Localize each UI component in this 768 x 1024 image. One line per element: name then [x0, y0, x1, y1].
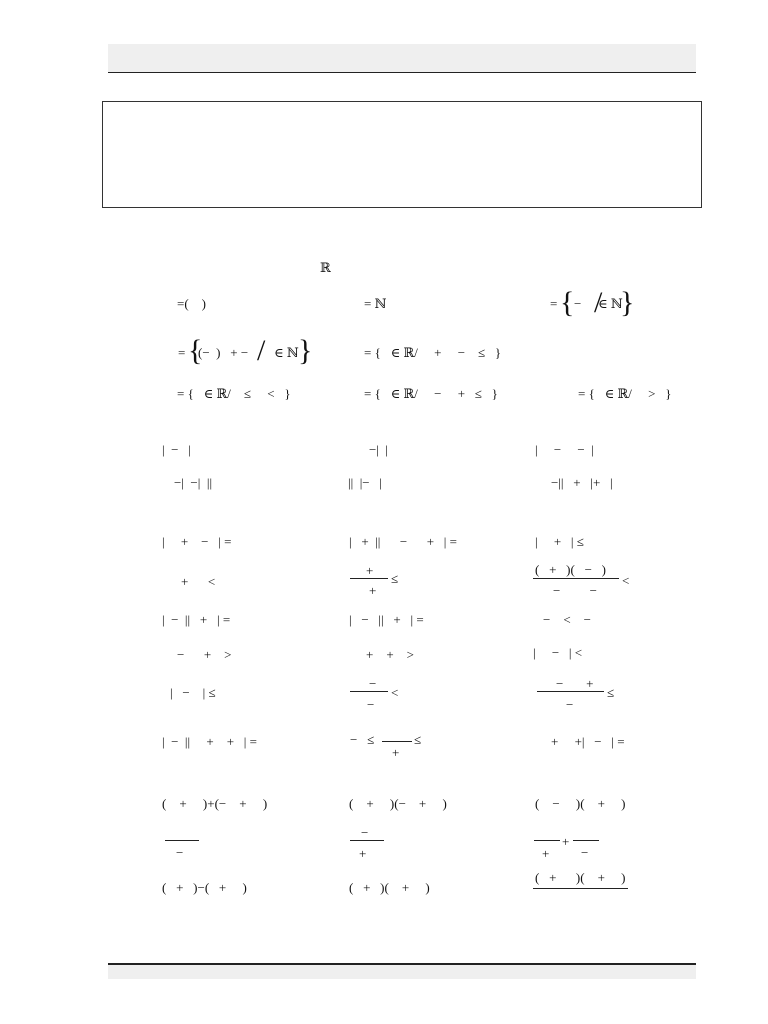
fraction-numerator: − + [556, 676, 594, 691]
fraction-numerator: ( + )( − ) [535, 562, 606, 577]
algebraic-expression: ( + )( + ) [349, 880, 430, 895]
fraction-numerator: + [366, 563, 374, 578]
fraction-denominator: + [369, 583, 377, 598]
inequality: − + > [177, 647, 232, 662]
inequality: | + | ≤ [535, 534, 584, 549]
fraction-numerator: − [361, 825, 369, 840]
fraction-denominator: − [566, 697, 574, 712]
equation: | + || − + | = [349, 534, 457, 549]
set-expression: = [178, 345, 186, 360]
relation-symbol: ≤ [607, 685, 615, 700]
set-expression: = { ∈ ℝ/ ≤ < } [177, 386, 291, 401]
reals-symbol: ℝ [320, 260, 331, 275]
fraction-bar [382, 741, 412, 742]
inequality: + < [181, 574, 216, 589]
set-expression: − [574, 296, 582, 311]
fraction-bar [350, 840, 384, 841]
absolute-value-expression: | − − | [535, 442, 594, 457]
relation-symbol: ≤ [391, 571, 399, 586]
fraction-numerator: ( + )( + ) [535, 870, 626, 885]
equation: + +| − | = [551, 734, 625, 749]
instruction-box [102, 101, 702, 208]
fraction-numerator: − [369, 676, 377, 691]
absolute-value-expression: −|| + |+ | [551, 475, 613, 490]
header-band [108, 44, 696, 72]
algebraic-expression: ( + )(− + ) [349, 796, 447, 811]
absolute-value-expression: −| −| || [174, 475, 213, 490]
fraction-bar [533, 888, 628, 889]
absolute-value-expression: −| | [369, 442, 389, 457]
algebraic-expression: ( − )( + ) [535, 796, 626, 811]
set-expression: = ℕ [364, 296, 387, 311]
slash-symbol: / [594, 286, 603, 319]
fraction-denominator: + [542, 846, 550, 861]
algebraic-expression: ( + )−( + ) [162, 880, 247, 895]
set-expression: = { ∈ ℝ/ > } [578, 386, 672, 401]
fraction-bar [537, 691, 604, 692]
set-expression: = { ∈ ℝ/ − + ≤ } [364, 386, 498, 401]
inequality: | − | < [533, 645, 583, 660]
fraction-bar [534, 840, 560, 841]
inequality: + + > [366, 647, 414, 662]
fraction-denominator: − [367, 697, 375, 712]
footer-band [108, 965, 696, 979]
set-expression: ∈ ℕ [598, 296, 623, 311]
relation-symbol: ≤ [414, 732, 422, 747]
slash-symbol: / [257, 334, 266, 367]
set-expression: (− ) + − [198, 345, 249, 360]
equation: | + − | = [162, 534, 232, 549]
absolute-value-expression: | − | [162, 442, 191, 457]
header-rule [108, 72, 696, 73]
relation-symbol: < [391, 685, 399, 700]
fraction-denominator: + [359, 846, 367, 861]
set-expression: = [550, 296, 558, 311]
fraction-denominator: − − [553, 583, 597, 598]
left-brace: { [560, 286, 575, 319]
set-expression: = { ∈ ℝ/ + − ≤ } [364, 345, 502, 360]
inequality: | − | ≤ [170, 685, 216, 700]
fraction-bar [350, 578, 388, 579]
equation: | − || + | = [162, 612, 231, 627]
algebraic-expression: ( + )+(− + ) [162, 796, 268, 811]
fraction-denominator: − [581, 845, 589, 860]
absolute-value-expression: || |− | [348, 475, 382, 490]
fraction-bar [165, 840, 199, 841]
left-brace: { [188, 334, 203, 367]
fraction-denominator: + [392, 745, 400, 760]
fraction-denominator: − [176, 845, 184, 860]
operator-symbol: + [562, 834, 570, 849]
equation: | − || + | = [349, 612, 424, 627]
right-brace: } [298, 334, 313, 367]
relation-symbol: < [622, 573, 630, 588]
set-expression: ∈ ℕ [274, 345, 299, 360]
equation: | − || + + | = [162, 734, 257, 749]
inequality: − < − [543, 612, 591, 627]
right-brace: } [620, 286, 635, 319]
fraction-bar [350, 691, 388, 692]
inequality: − ≤ [350, 732, 375, 747]
set-expression: =( ) [177, 296, 206, 311]
fraction-bar [573, 840, 599, 841]
fraction-bar [533, 578, 619, 579]
